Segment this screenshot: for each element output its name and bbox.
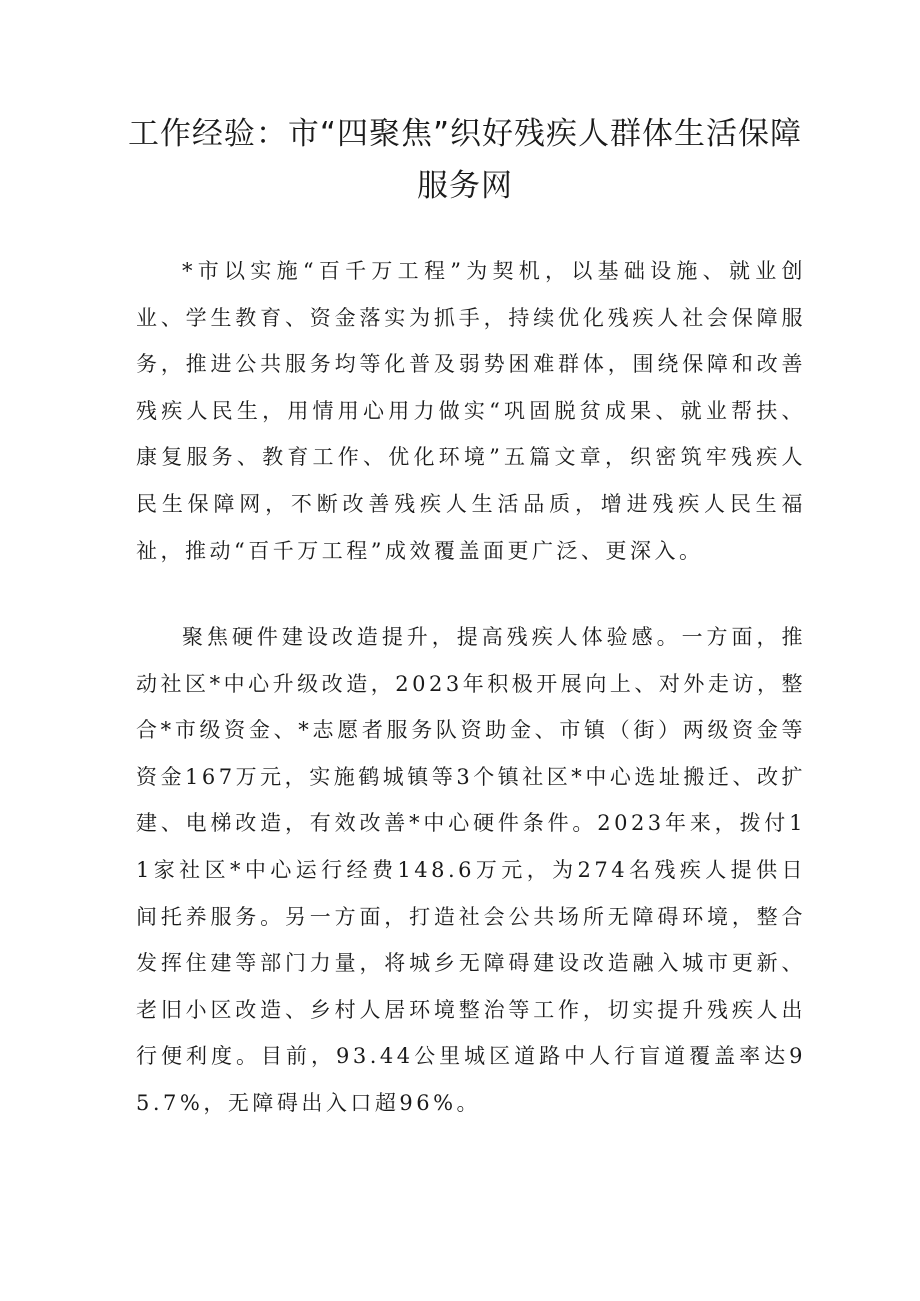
paragraph-intro: *市以实施“百千万工程”为契机，以基础设施、就业创业、学生教育、资金落实为抓手，持续优化残疾人社会保障服务，推进公共服务均等化普及弱势困难群体，围绕保障和改善残疾人民生，用情用心用力做实“巩固脱贫成果、就业帮扶、康复服务、教育工作、优化环境”五篇文章，织密筑牢残疾人民生保障网，不断改善残疾人生活品质，增进残疾人民生福祉，推动“百千万工程”成效覆盖面更广泛、更深入。	[136, 259, 806, 563]
document-title: 工作经验：市“四聚焦”织好残疾人群体生活保障服务网	[127, 116, 803, 204]
paragraph-hardware: 聚焦硬件建设改造提升，提高残疾人体验感。一方面，推动社区*中心升级改造，2023年积极开展向上、对外走访，整合*市级资金、*志愿者服务队资助金、市镇（街）两级资金等资金167万元，实施鹤城镇等3个镇社区*中心选址搬迁、改扩建、电梯改造，有效改善*中心硬件条件。2023年来，拨付11家社区*中心运行经费148.6万元，为274名残疾人提供日间托养服务。另一方面，打造社会公共场所无障碍环境，整合发挥住建等部门力量，将城乡无障碍建设改造融入城市更新、老旧小区改造、乡村人居环境整治等工作，切实提升残疾人出行便利度。目前，93.44公里城区道路中人行盲道覆盖率达95.7%，无障碍出入口超96%。	[136, 625, 806, 1115]
